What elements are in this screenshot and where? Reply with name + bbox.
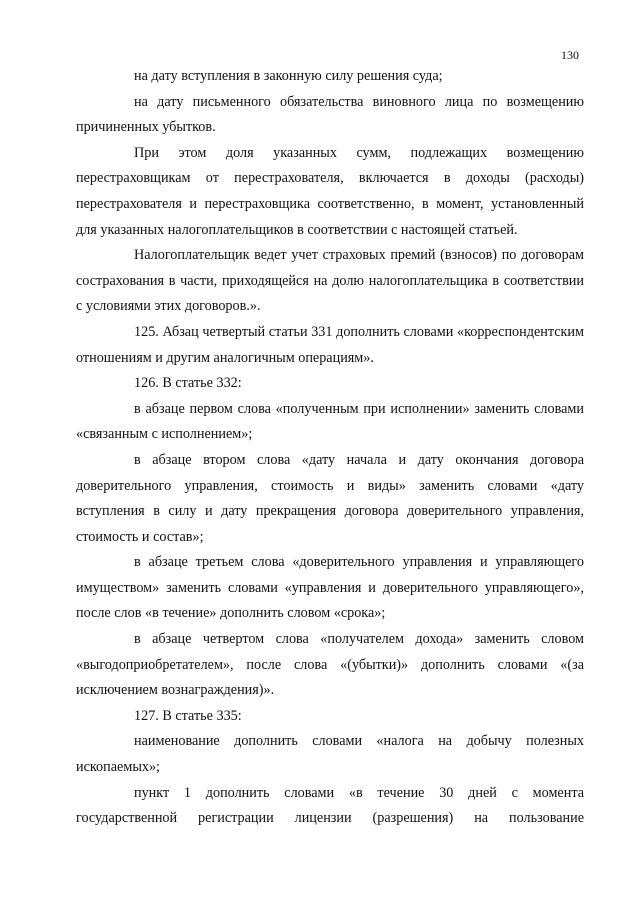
paragraph-8: в абзаце втором слова «дату начала и дату окончания договора доверительного управления, стоимость и виды» заменить словами «дату вступления в силу и дату прекращения договора доверительного управления, стоимость и состав»; <box>76 451 584 545</box>
paragraph-13: пункт 1 дополнить словами «в течение 30 дней с момента государственной регистрации лицензии (разрешения) на пользование <box>76 784 584 827</box>
paragraph-12: наименование дополнить словами «налога на добычу полезных ископаемых»; <box>76 733 584 776</box>
paragraph-7: в абзаце первом слова «полученным при исполнении» заменить словами «связанным с исполнением»; <box>76 400 584 443</box>
paragraph-11: 127. В статье 335: <box>134 707 242 724</box>
paragraph-3: При этом доля указанных сумм, подлежащих возмещению перестраховщикам от перестрахователя, включается в доходы (расходы) перестрахователя и перестраховщика соответственно, в момент, установленный для указанных налогоплательщиков в соответствии с настоящей статьей. <box>76 144 584 238</box>
paragraph-1: на дату вступления в законную силу решения суда; <box>134 68 443 84</box>
paragraph-6: 126. В статье 332: <box>134 375 242 392</box>
page-number: 130 <box>561 48 579 62</box>
paragraph-5: 125. Абзац четвертый статьи 331 дополнить словами «корреспондентским отношениям и другим аналогичным операциям». <box>76 323 584 366</box>
document-body <box>76 64 584 832</box>
paragraph-2: на дату письменного обязательства виновного лица по возмещению причиненных убытков. <box>76 93 584 136</box>
paragraph-10: в абзаце четвертом слова «получателем дохода» заменить словом «выгодоприобретателем», после слова «(убытки)» дополнить словами «(за исключением вознаграждения)». <box>76 631 584 699</box>
paragraph-9: в абзаце третьем слова «доверительного управления и управляющего имуществом» заменить словами «управления и доверительного управляющего», после слов «в течение» дополнить словом «срока»; <box>76 554 584 622</box>
paragraph-4: Налогоплательщик ведет учет страховых премий (взносов) по договорам сострахования в части, приходящейся на долю налогоплательщика в соответствии с условиями этих договоров.». <box>76 247 584 315</box>
